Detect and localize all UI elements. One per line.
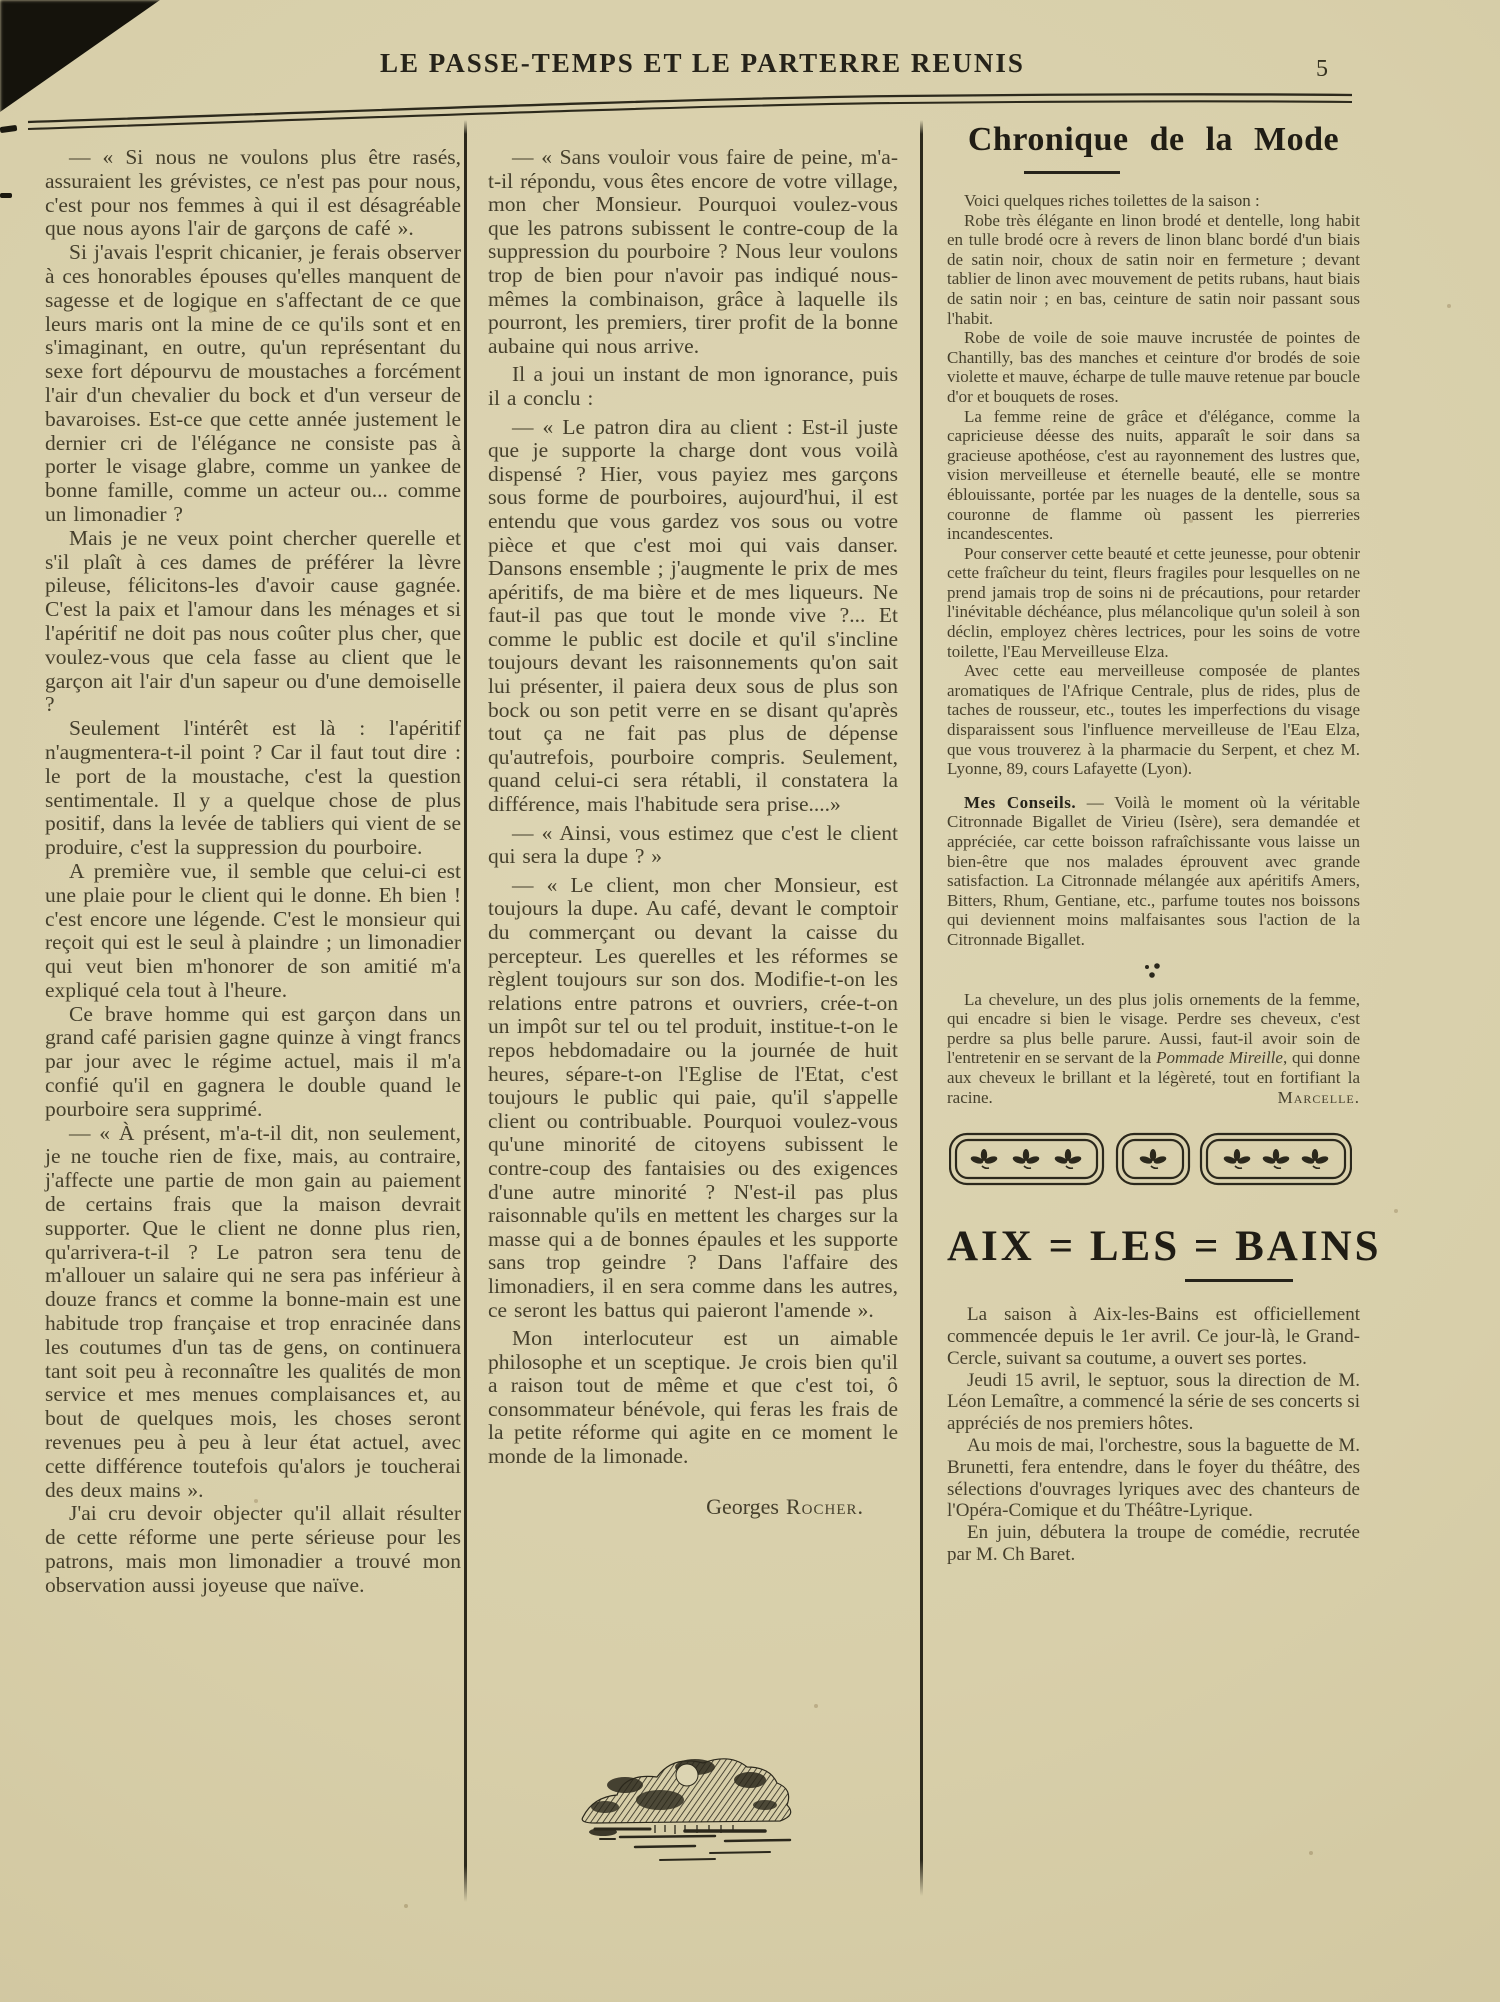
paragraph: En juin, débutera la troupe de comédie, recrutée par M. Ch Baret. bbox=[947, 1522, 1360, 1565]
paragraph: Mais je ne veux point chercher querelle et s'il plaît à ces dames de préférer la lèvre pileuse, félicitons-les d'avoir cause gagnée. C'est la paix et l'amour dans les ménages et si l'apéritif ne doit pas nous coûter plus cher, que voulez-vous que cela fasse au client que le garçon ait l'air d'un sapeur ou d'une demoiselle ? bbox=[45, 525, 461, 717]
paragraph: Au mois de mai, l'orchestre, sous la baguette de M. Brunetti, fera entendre, dans le foyer du théâtre, des sélections d'ouvrages lyriques avec des chanteurs de l'Opéra-Comique et du Théâtre-Lyrique. bbox=[947, 1434, 1360, 1522]
masthead-title: LE PASSE-TEMPS ET LE PARTERRE REUNIS bbox=[380, 48, 1025, 78]
paragraph-dialogue: — « Le patron dira au client : Est-il juste que je supporte la charge dont vous voilà dispensé ? Hier, vous payiez mes garçons sous forme de pourboires, aujourd'hui, il est entendu que vous gardez vos sous ou votre pièce et que c'est moi qui vais danser. Dansons ensemble ; j'augmente le prix de mes apéritifs, de ma bière et de mes liqueurs. Ne faut-il pas que tout le monde vive ?... Et comme le public est docile et qu'il s'incline toujours devant les raisonnements qu'on sait lui présenter, il paiera deux sous de plus son bock ou son petit verre en se disant qu'après tout ça ne fait pas plus de dépense qu'autrefois, pourboire compris. Seulement, quand celui-ci sera rétabli, il constatera la différence, mais l'habitude sera prise....» bbox=[488, 414, 898, 817]
chevelure-text: La chevelure, un des plus jolis ornements de la femme, qui encadre si bien le visage. Perdre ses cheveux, c'est perdre sa plus belle parure. Aussi, faut-il avoir soin de l'entretenir en se servant de la bbox=[947, 989, 1360, 1068]
paragraph: Si j'avais l'esprit chicanier, je ferais observer à ces honorables épouses qu'elles manquent de sagesse et de logique en s'affectant de ce que leurs maris ont la mine de ce qu'ils sont et en s'imaginant, en outre, qu'un représentant du sexe fort dépourvu de moustaches a forcément l'air d'un chevalier du bock et d'un verseur de bavaroises. Est-ce que cette année justement le dernier cri de l'élégance ne consiste pas à porter le visage glabre, comme un yankee de bonne famille, comme un acteur ou... comme un limonadier ? bbox=[45, 240, 461, 526]
floral-divider-ornament bbox=[949, 1131, 1352, 1189]
paragraph: Jeudi 15 avril, le septuor, sous la direction de M. Léon Lemaître, a commencé la série de ses concerts si appréciés de nos premiers hôtes. bbox=[947, 1369, 1360, 1435]
paragraph: La femme reine de grâce et d'élégance, comme la capricieuse déesse des nuits, apparaît le soir dans sa gracieuse apothéose, c'est au rayonnement des lustres que, vision merveilleuse et éternelle beauté, elle se montre éblouissante, portée par les nuages de la dentelle, sous sa couronne de flamme où passent les pierreries incandescentes. bbox=[947, 406, 1360, 544]
paragraph: J'ai cru devoir objecter qu'il allait résulter de cette réforme une perte sérieuse pour les patrons, mais mon limonadier a trouvé mon observation aussi joyeuse que naïve. bbox=[45, 1501, 461, 1597]
paragraph: Mon interlocuteur est un aimable philosophe et un sceptique. Je crois bien qu'il a raison tout de même et que c'est toi, ô consommateur bénévole, qui feras les frais de la petite réforme qui agite en ce moment le monde de la limonade. bbox=[488, 1326, 898, 1469]
signature-first-name: Georges bbox=[706, 1493, 779, 1519]
column-left bbox=[45, 146, 461, 1598]
title-rule bbox=[1185, 1279, 1293, 1282]
paragraph: Voici quelques riches toilettes de la saison : bbox=[964, 191, 1260, 210]
paragraph-chevelure bbox=[947, 990, 1360, 1108]
title-rule bbox=[1024, 171, 1120, 174]
paragraph: Robe de voile de soie mauve incrustée de pointes de Chantilly, bas des manches et ceinture d'or brodés de soie violette et mauve, écharpe de tulle mauve retenue par boucle d'or et bouquets de roses. bbox=[947, 328, 1360, 406]
mes-conseils-label: Mes Conseils. bbox=[964, 792, 1077, 812]
paragraph-dialogue: — « Le client, mon cher Monsieur, est toujours la dupe. Au café, devant le comptoir du commerçant ou devant la caisse du percepteur. Les querelles et les réformes se règlent toujours sur son dos. Modifie-t-on les relations entre patrons et ouvriers, crée-t-on un impôt sur tel ou tel produit, institue-t-on le repos hebdomadaire ou la journée de huit heures, sépare-t-on l'Eglise de l'Etat, c'est toujours le public qui paie, qu'il s'appelle client ou contribuable. Pourquoi voulez-vous qu'une minorité de citoyens subissent le contre-coup des fantaisies ou des exigences d'une autre minorité ? N'est-il pas plus raisonnable qu'ils en mettent les charges sur la masse qui a de bonnes épaules et les supporte sans trop geindre ? Dans l'affaire des limonadiers, il en sera comme dans les autres, ce seront les battus qui paieront l'amende ». bbox=[488, 872, 898, 1322]
page-number: 5 bbox=[1316, 56, 1328, 82]
mes-conseils-text: — Voilà le moment où la véritable Citronnade Bigallet de Virieu (Isère), sera demandée et appréciée, car cette boisson rafraîchissante vous laisse un bien-être que nos malades éprouvent avec grande satisfaction. La Citronnade mélangée aux apéritifs Amers, Bitters, Rhum, Gentiane, etc., parfume toutes nos boissons qui deviennent moins malfaisantes sous l'action de la Citronnade Bigallet. bbox=[947, 792, 1360, 949]
paragraph: — « Sans vouloir vous faire de peine, m'a-t-il répondu, vous êtes encore de votre village, mon cher Monsieur. Pourquoi voulez-vous que les patrons subissent le contre-coup de la suppression du pourboire ? Nous leur voulons trop de bien pour n'avoir pas indiqué nous-mêmes la combinaison, grâce à laquelle ils pourront, les premiers, tirer profit de la bonne aubaine qui nous arrive. bbox=[488, 145, 898, 358]
marcelle-signature: Marcelle. bbox=[1277, 1087, 1360, 1107]
paragraph: Seulement l'intérêt est là : l'apéritif n'augmentera-t-il point ? Car il faut tout dire : le port de la moustache, c'est la question sentimentale. Il y a quelque chose de plus positif, dans la levée de tabliers qui vient de se produire, c'est la suppression du pourboire. bbox=[45, 716, 461, 860]
paragraph: Ce brave homme qui est garçon dans un grand café parisien gagne quinze à vingt francs par jour avec le régime actuel, mais il m'a confié qu'il en gagnera le double quand le pourboire sera supprimé. bbox=[45, 1001, 461, 1121]
column-middle bbox=[488, 146, 898, 1518]
signature-last-name: Rocher. bbox=[785, 1493, 864, 1519]
moonlit-lake-illustration bbox=[565, 1745, 805, 1870]
paragraph: La saison à Aix-les-Bains est officiellement commencée depuis le 1er avril. Ce jour-là, le Grand-Cercle, suivant sa coutume, a ouvert ses portes. bbox=[947, 1304, 1360, 1369]
paragraph: — « À présent, m'a-t-il dit, non seulement, je ne touche rien de fixe, mais, au contraire, j'affecte une partie de mon gain au paiement de certains frais que la maison devrait supporter. Que le client ne donne plus rien, qu'arrivera-t-il ? Le patron sera tenu de m'allouer un salaire qui ne sera pas inférieur à douze francs et comme la bonne-main est une habitude trop française et trop enracinée dans les coutumes d'un tas de gens, on continuera tant soit peu à reconnaître les qualités de mon service et mes menues complaisances et, au bout de quelques mois, les choses seront revenues peu à peu à leur état actuel, avec cette différence toutefois qu'alors je toucherai des deux mains ». bbox=[45, 1120, 461, 1502]
scan-edge-mark bbox=[0, 193, 12, 198]
column-divider-right bbox=[920, 120, 923, 1896]
section-title-chronique: Chronique de la Mode bbox=[967, 121, 1340, 158]
section-title-aix: AIX = LES = BAINS bbox=[947, 1223, 1382, 1271]
paragraph: Robe très élégante en linon brodé et dentelle, long habit en tulle brodé ocre à revers de linon blanc bordé d'un biais de satin noir, choux de satin noir en fermeture ; devant tablier de linon avec mouvement de petits rubans, haut biais de satin noir ; en bas, ceinture de satin noir passant sous l'habit. bbox=[947, 210, 1360, 328]
paragraph-dialogue: — « Ainsi, vous estimez que c'est le client qui sera la dupe ? » bbox=[488, 820, 898, 869]
paragraph: A première vue, il semble que celui-ci est une plaie pour le client qui le donne. Eh bien ! c'est encore une légende. C'est le monsieur qui reçoit qui est le seul à plaindre ; un limonadier qui veut bien m'honorer de son amitié m'a expliqué cela tout à l'heure. bbox=[45, 858, 461, 1002]
paragraph: Il a joui un instant de mon ignorance, puis il a conclu : bbox=[488, 362, 898, 410]
water-lines bbox=[595, 1829, 790, 1860]
moon bbox=[676, 1764, 698, 1786]
article-signature bbox=[488, 1495, 898, 1519]
pommade-mireille-name: Pommade Mireille bbox=[1156, 1048, 1283, 1068]
chevelure-text-end: , qui donne aux cheveux le brillant et la légèreté, tout en fortifiant la racine. bbox=[947, 1048, 1360, 1107]
paper-specks bbox=[0, 0, 2, 2]
paragraph-mes-conseils bbox=[947, 793, 1360, 950]
paragraph: Avec cette eau merveilleuse composée de plantes aromatiques de l'Afrique Centrale, plus de rides, plus de taches de rousseur, etc., toutes les imperfections du visage disparaissent sous l'influence merveilleuse de l'Eau Elza, que vous trouverez à la pharmacie du Serpent, et chez M. Lyonne, 89, cours Lafayette (Lyon). bbox=[947, 661, 1360, 779]
asterism-ornament-icon bbox=[1141, 962, 1167, 980]
column-divider-left bbox=[464, 120, 467, 1902]
paragraph: — « Si nous ne voulons plus être rasés, assuraient les grévistes, ce n'est pas pour nous, c'est pour nos femmes à qui il est désagréable que nous ayons l'air de garçons de café ». bbox=[45, 145, 461, 241]
paragraph: Pour conserver cette beauté et cette jeunesse, pour obtenir cette fraîcheur du teint, fleurs fragiles pour lesquelles on ne prend jamais trop de soins ni de précautions, pour retarder l'inévitable déchéance, plus mélancolique qu'un soleil à son déclin, employez chères lectrices, pour les soins de votre toilette, l'Eau Merveilleuse Elza. bbox=[947, 543, 1360, 661]
column-right bbox=[947, 118, 1382, 1566]
